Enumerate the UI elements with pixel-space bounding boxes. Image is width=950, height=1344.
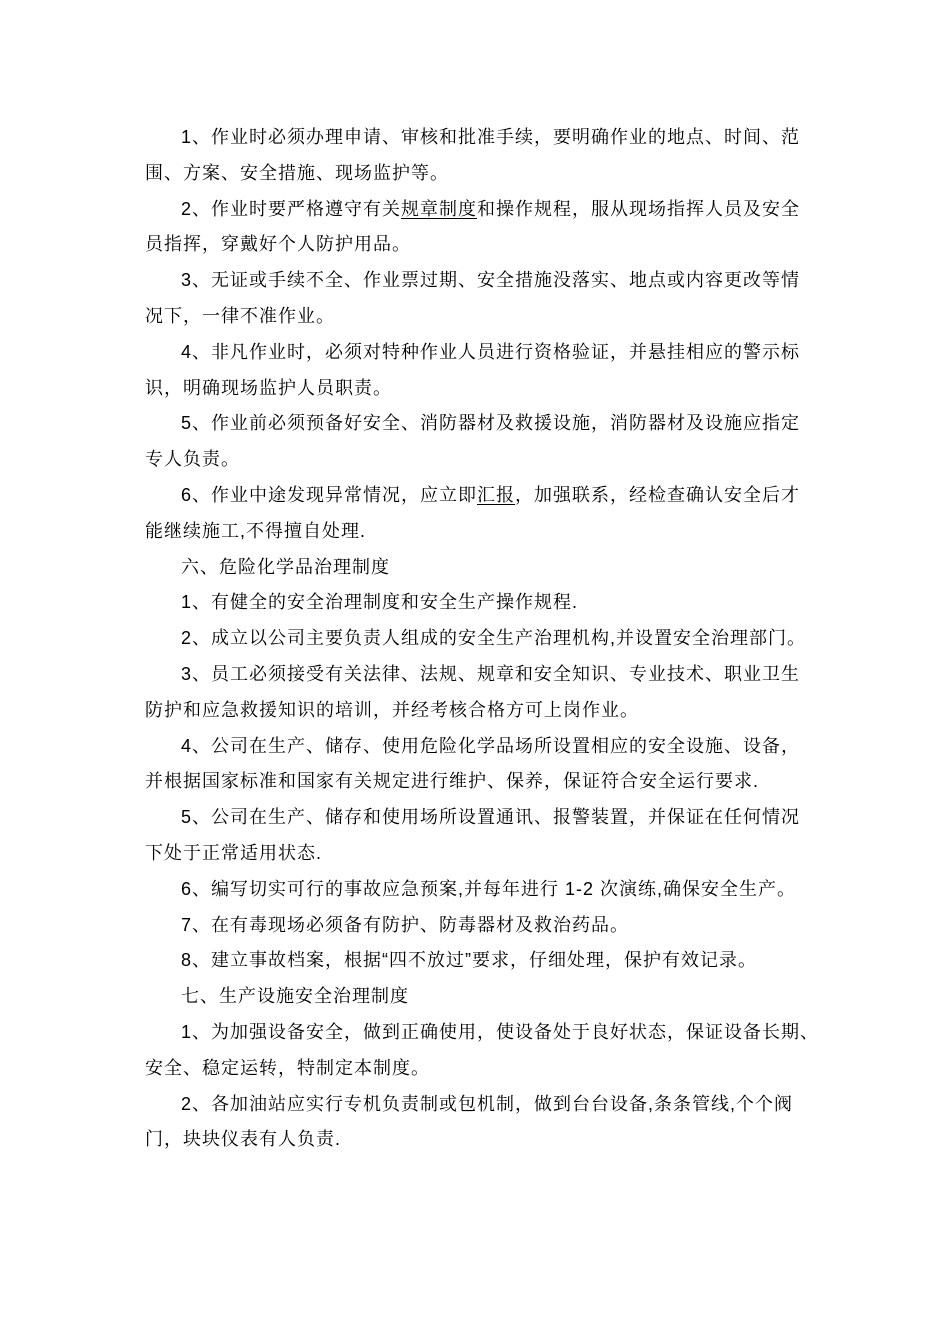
paragraph-line: 专人负责。 — [145, 449, 240, 470]
paragraph-line: 3、无证或手续不全、作业票过期、安全措施没落实、地点或内容更改等情 — [181, 270, 801, 291]
list-item — [145, 657, 835, 729]
text-segment: 和操作规程，服从现场指挥人员及安全 — [477, 198, 801, 219]
text-segment: 2、作业时要严格遵守有关 — [181, 198, 402, 219]
section-heading: 七、生产设施安全治理制度 — [181, 986, 409, 1007]
link-regulations[interactable]: 规章制度 — [401, 198, 478, 219]
paragraph-line: 识，明确现场监护人员职责。 — [145, 377, 392, 398]
list-item — [145, 335, 835, 407]
list-item — [145, 120, 835, 192]
section-heading: 六、危险化学品治理制度 — [181, 556, 390, 577]
list-item — [145, 478, 835, 550]
paragraph-line: 5、公司在生产、储存和使用场所设置通讯、报警装置，并保证在任何情况 — [181, 807, 801, 828]
paragraph-line: 防护和应急救援知识的培训，并经考核合格方可上岗作业。 — [145, 699, 639, 720]
list-item — [145, 263, 835, 335]
paragraph-line: 围、方案、安全措施、现场监护等。 — [145, 162, 449, 183]
paragraph-line: 1、有健全的安全治理制度和安全生产操作规程. — [181, 592, 579, 613]
paragraph-line: 5、作业前必须预备好安全、消防器材及救援设施，消防器材及设施应指定 — [181, 413, 801, 434]
paragraph-line: 8、建立事故档案，根据“四不放过”要求，仔细处理，保护有效记录。 — [181, 950, 757, 971]
paragraph-line: 并根据国家标准和国家有关规定进行维护、保养，保证符合安全运行要求. — [145, 771, 759, 792]
paragraph-line: 下处于正常适用状态. — [145, 842, 323, 863]
paragraph-line: 安全、稳定运转，特制定本制度。 — [145, 1057, 430, 1078]
paragraph-line: 6、编写切实可行的事故应急预案,并每年进行 1-2 次演练,确保安全生产。 — [181, 878, 797, 899]
paragraph-line: 3、员工必须接受有关法律、法规、规章和安全知识、专业技术、职业卫生 — [181, 663, 801, 684]
list-item — [145, 908, 835, 944]
list-item — [145, 872, 835, 908]
paragraph-line — [145, 478, 835, 514]
list-item — [145, 943, 835, 979]
list-item — [145, 621, 835, 657]
paragraph-line: 况下，一律不准作业。 — [145, 305, 335, 326]
list-item — [145, 800, 835, 872]
list-item — [145, 192, 835, 264]
paragraph-line: 2、各加油站应实行专机负责制或包机制，做到台台设备,条条管线,个个阀 — [181, 1093, 794, 1114]
paragraph-line: 员指挥，穿戴好个人防护用品。 — [145, 234, 411, 255]
link-report[interactable]: 汇报 — [477, 484, 516, 505]
list-item — [145, 729, 835, 801]
paragraph-line: 门，块块仪表有人负责. — [145, 1129, 341, 1150]
paragraph-line — [145, 192, 835, 228]
list-item — [145, 585, 835, 621]
paragraph-line: 能继续施工,不得擅自处理. — [145, 520, 367, 541]
list-item — [145, 1087, 835, 1159]
paragraph-line: 1、为加强设备安全，做到正确使用，使设备处于良好状态，保证设备长期、 — [181, 1021, 820, 1042]
text-segment: 6、作业中途发现异常情况，应立即 — [181, 484, 478, 505]
paragraph-line: 7、在有毒现场必须备有防护、防毒器材及救治药品。 — [181, 914, 630, 935]
list-item — [145, 406, 835, 478]
paragraph-line: 1、作业时必须办理申请、审核和批准手续，要明确作业的地点、时间、范 — [181, 127, 801, 147]
text-segment: ，加强联系，经检查确认安全后才 — [515, 484, 801, 505]
paragraph-line: 2、成立以公司主要负责人组成的安全生产治理机构,并设置安全治理部门。 — [181, 628, 807, 649]
paragraph-line: 4、公司在生产、储存、使用危险化学品场所设置相应的安全设施、设备， — [181, 735, 801, 756]
document-page — [145, 120, 835, 1158]
paragraph-line: 4、非凡作业时，必须对特种作业人员进行资格验证，并悬挂相应的警示标 — [181, 341, 801, 362]
list-item — [145, 1015, 835, 1087]
